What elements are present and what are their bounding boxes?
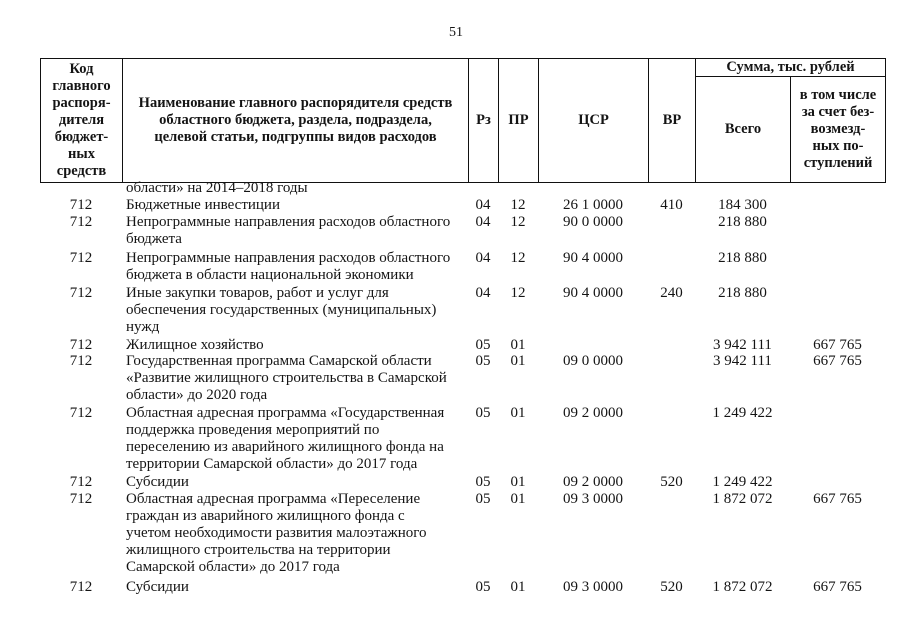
header-code-line: дителя: [58, 112, 105, 128]
row-name: [122, 337, 468, 354]
row-target-article: 90 0 0000: [563, 214, 623, 230]
row-name-line: Субсидии: [126, 579, 189, 595]
row-section: 05: [475, 491, 491, 507]
table-header: [40, 58, 886, 183]
row-name-line: «Развитие жилищного строительства в Самарской: [126, 370, 447, 386]
header-subsection: ПР: [499, 59, 539, 183]
row-target-article: 09 3 0000: [563, 579, 623, 595]
row-code: 712: [69, 197, 93, 213]
header-expense-type: ВР: [649, 59, 696, 183]
table-row: [40, 285, 885, 336]
row-subsection: 12: [510, 214, 526, 230]
row-name-line: Непрограммные направления расходов областного: [126, 250, 451, 266]
row-subsection: 01: [510, 491, 526, 507]
header-grants-line: в том числе: [799, 87, 877, 103]
row-section: 04: [475, 197, 491, 213]
row-grants-amount: 667 765: [813, 579, 862, 595]
row-name-line: жилищного строительства на территории: [126, 542, 391, 558]
table-row: [40, 579, 885, 596]
table-row: [40, 353, 885, 404]
row-code: 712: [69, 491, 93, 507]
table-row: [40, 405, 885, 473]
table-row: [40, 214, 885, 248]
row-target-article: 09 3 0000: [563, 491, 623, 507]
header-target-article: ЦСР: [539, 59, 649, 183]
row-name-line: бюджета в области национальной экономики: [126, 267, 414, 283]
header-code-line: ных: [68, 146, 95, 162]
row-code: 712: [69, 285, 93, 301]
row-code: 712: [69, 250, 93, 266]
row-section: 05: [475, 405, 491, 421]
row-name-line: Областная адресная программа «Переселение: [126, 491, 421, 507]
row-subsection: 12: [510, 285, 526, 301]
row-name-line: обеспечения государственных (муниципальных): [126, 302, 437, 318]
row-name: [122, 491, 468, 576]
row-name-line: учетом необходимости развития малоэтажного: [126, 525, 427, 541]
header-grants-line: за счет без-: [801, 104, 875, 120]
table-row: [40, 474, 885, 491]
header-code: [41, 59, 123, 183]
row-expense-type: 520: [660, 474, 683, 490]
header-name-line: областного бюджета, раздела, подраздела,: [159, 112, 432, 128]
row-target-article: 09 2 0000: [563, 405, 623, 421]
row-name-line: Областная адресная программа «Государственная: [126, 405, 445, 421]
row-total-amount: 3 942 111: [713, 353, 772, 369]
row-section: 05: [475, 579, 491, 595]
row-name-line: нужд: [126, 319, 160, 335]
header-name: [123, 59, 469, 183]
row-code: 712: [69, 353, 93, 369]
row-target-article: 90 4 0000: [563, 250, 623, 266]
row-name-line: бюджета: [126, 231, 182, 247]
row-name: [122, 285, 468, 336]
row-name-line: переселению из аварийного жилищного фонда на: [126, 439, 444, 455]
header-name-line: Наименование главного распорядителя средств: [138, 95, 453, 111]
row-subsection: 01: [510, 579, 526, 595]
row-name-line: Самарской области» до 2017 года: [126, 559, 340, 575]
row-expense-type: 240: [660, 285, 683, 301]
row-grants-amount: 667 765: [813, 337, 862, 353]
row-code: 712: [69, 474, 93, 490]
row-total-amount: 218 880: [718, 214, 767, 230]
row-section: 04: [475, 285, 491, 301]
header-code-line: главного: [52, 78, 111, 94]
row-subsection: 01: [510, 337, 526, 353]
row-subsection: 01: [510, 474, 526, 490]
row-subsection: 01: [510, 405, 526, 421]
row-expense-type: 410: [660, 197, 683, 213]
row-subsection: 01: [510, 353, 526, 369]
row-code: 712: [69, 214, 93, 230]
header-code-line: Код: [69, 61, 94, 77]
row-code: 712: [69, 337, 93, 353]
row-target-article: 26 1 0000: [563, 197, 623, 213]
row-name-line: Субсидии: [126, 474, 189, 490]
row-name-line: Государственная программа Самарской области: [126, 353, 432, 369]
row-total-amount: 184 300: [718, 197, 767, 213]
row-total-amount: 3 942 111: [713, 337, 772, 353]
table-row: [40, 491, 885, 576]
row-grants-amount: 667 765: [813, 353, 862, 369]
row-name-line: Бюджетные инвестиции: [126, 197, 280, 213]
row-name-line: поддержка проведения мероприятий по: [126, 422, 380, 438]
row-name-line: Жилищное хозяйство: [126, 337, 264, 353]
row-name: [122, 353, 468, 404]
continuation-row: [40, 180, 885, 197]
row-name: [122, 579, 468, 596]
row-name: [122, 474, 468, 491]
row-target-article: 09 0 0000: [563, 353, 623, 369]
header-name-line: целевой статьи, подгруппы видов расходов: [154, 129, 437, 145]
table-row: [40, 250, 885, 284]
row-total-amount: 218 880: [718, 285, 767, 301]
page-number: 51: [449, 25, 463, 40]
header-code-line: распоря-: [52, 95, 111, 111]
row-section: 05: [475, 474, 491, 490]
row-total-amount: 1 872 072: [712, 579, 773, 595]
row-name: [122, 197, 468, 214]
row-name-line: граждан из аварийного жилищного фонда с: [126, 508, 405, 524]
header-grants-line: ступлений: [803, 155, 873, 171]
row-name: [122, 214, 468, 248]
row-section: 04: [475, 250, 491, 266]
row-total-amount: 1 249 422: [712, 474, 773, 490]
table-row: [40, 197, 885, 214]
header-code-line: средств: [56, 163, 107, 179]
row-total-amount: 1 249 422: [712, 405, 773, 421]
row-target-article: 09 2 0000: [563, 474, 623, 490]
row-total-amount: 218 880: [718, 250, 767, 266]
header-section: Рз: [469, 59, 499, 183]
row-code: 712: [69, 579, 93, 595]
row-expense-type: 520: [660, 579, 683, 595]
header-grants: [791, 77, 886, 183]
row-section: 04: [475, 214, 491, 230]
header-grants-line: ных по-: [812, 138, 864, 154]
row-code: 712: [69, 405, 93, 421]
row-name-line: территории Самарской области» до 2017 года: [126, 456, 418, 472]
row-name: [122, 250, 468, 284]
row-name: [122, 405, 468, 473]
row-target-article: 90 4 0000: [563, 285, 623, 301]
row-subsection: 12: [510, 197, 526, 213]
row-grants-amount: 667 765: [813, 491, 862, 507]
header-sum: Сумма, тыс. рублей: [696, 59, 886, 77]
continuation-text: области» на 2014–2018 годы: [126, 180, 308, 196]
header-grants-line: возмезд-: [810, 121, 866, 137]
row-section: 05: [475, 353, 491, 369]
row-name-line: Непрограммные направления расходов областного: [126, 214, 451, 230]
row-name-line: Иные закупки товаров, работ и услуг для: [126, 285, 389, 301]
header-code-line: бюджет-: [54, 129, 109, 145]
row-total-amount: 1 872 072: [712, 491, 773, 507]
row-name-line: области» до 2020 года: [126, 387, 268, 403]
row-subsection: 12: [510, 250, 526, 266]
table-row: [40, 337, 885, 354]
header-total: Всего: [696, 77, 791, 183]
row-section: 05: [475, 337, 491, 353]
